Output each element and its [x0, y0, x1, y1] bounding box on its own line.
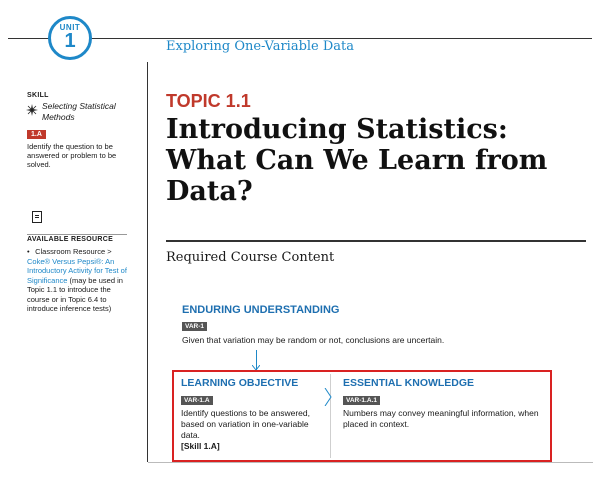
required-content-heading: Required Course Content — [166, 250, 335, 265]
essential-knowledge-tag: VAR-1.A.1 — [343, 396, 380, 405]
chevron-right-icon — [324, 388, 332, 406]
resource-heading: AVAILABLE RESOURCE — [27, 236, 114, 243]
learning-objective-text — [181, 408, 321, 452]
skill-code-badge: 1.A — [27, 130, 46, 139]
learning-objective-skill: [Skill 1.A] — [181, 441, 220, 451]
document-icon — [32, 211, 42, 223]
resource-link[interactable]: Coke® Versus Pepsi®: An Introductory Activity for Test of Significance — [27, 256, 127, 285]
skill-name: Selecting Statistical Methods — [42, 101, 116, 122]
bottom-rule — [148, 462, 593, 463]
resource-list — [27, 247, 135, 314]
resource-rule — [27, 234, 127, 235]
learning-objective-tag: VAR-1.A — [181, 396, 213, 405]
essential-knowledge-heading: ESSENTIAL KNOWLEDGE — [343, 377, 475, 389]
box-divider — [330, 374, 331, 458]
sidebar-divider — [147, 62, 148, 462]
unit-title: Exploring One-Variable Data — [166, 39, 355, 54]
learning-objective-heading: LEARNING OBJECTIVE — [181, 377, 299, 389]
enduring-text: Given that variation may be random or not, conclusions are uncertain. — [182, 335, 445, 345]
unit-label: UNIT — [59, 23, 81, 32]
topic-number: TOPIC 1.1 — [166, 91, 251, 111]
skill-description: Identify the question to be answered or problem to be solved. — [27, 142, 117, 169]
resource-bullet: • — [27, 247, 30, 256]
unit-number: 1 — [64, 30, 76, 52]
essential-knowledge-text: Numbers may convey meaningful information, when placed in context. — [343, 408, 539, 429]
resource-prefix: Classroom Resource > — [35, 247, 112, 256]
enduring-understanding-heading: ENDURING UNDERSTANDING — [182, 304, 340, 316]
resource-note: (may be used in Topic 1.1 to introduce the course or in Topic 6.4 to introduce inference tests) — [27, 275, 123, 313]
learning-objective-body: Identify questions to be answered, based on variation in one-variable data. — [181, 408, 310, 440]
skill-heading: SKILL — [27, 92, 49, 99]
sparkle-icon — [26, 104, 38, 116]
enduring-tag: VAR-1 — [182, 322, 207, 331]
topic-title: Introducing Statistics: What Can We Learn from Data? — [166, 114, 548, 207]
unit-badge — [48, 16, 92, 60]
title-rule — [166, 240, 586, 242]
